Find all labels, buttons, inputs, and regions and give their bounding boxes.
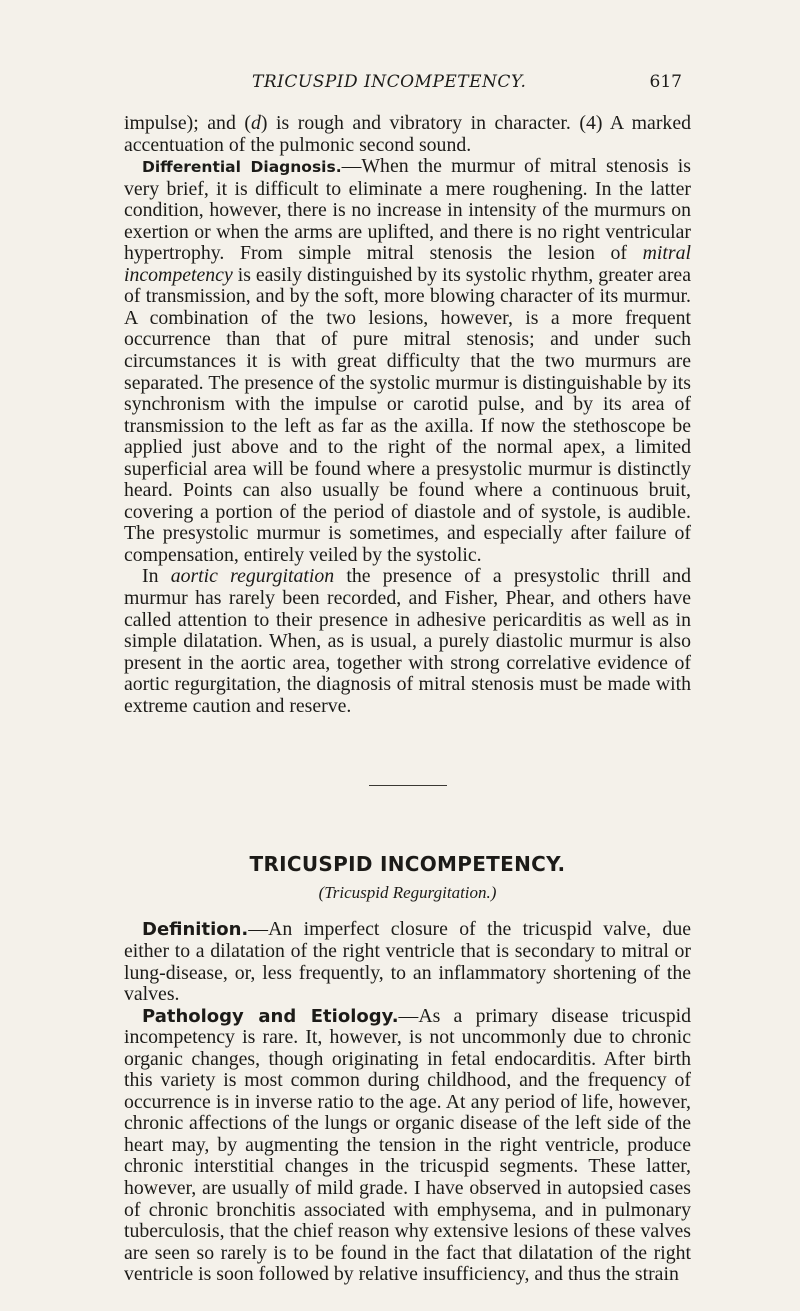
run-in-heading: Definition.: [142, 919, 249, 941]
page-number: 617: [649, 72, 682, 92]
paragraph-continuation: impulse); and (d) is rough and vibratory in character. (4) A marked accentuation of the pulmonic second sound.: [124, 112, 691, 156]
running-head: [0, 72, 800, 98]
paragraph-definition: Definition.—An imperfect closure of the tricuspid valve, due either to a dilatation of the right ventricle that is secondary to mitral or lung-disease, or, less frequently, to an inflammatory shortening of the valves.: [124, 918, 691, 1006]
run-in-heading: Pathology and Etiology.: [142, 1005, 399, 1027]
section-subtitle: (Tricuspid Regurgitation.): [318, 882, 497, 902]
paragraph-differential-diagnosis: Differential Diagnosis.—When the murmur of mitral stenosis is very brief, it is difficult to eliminate a mere roughening. In the latter condition, however, there is no increase in intensity of the murmurs on exertion or when the arms are uplifted, and there is no right ventricular hypertrophy. From simple mitral stenosis the lesion of mitral incompetency is easily distinguished by its systolic rhythm, greater area of transmission, and by the soft, more blowing character of its murmur. A combination of the two lesions, however, is a more frequent occurrence than that of pure mitral stenosis; and under such circumstances it is with great difficulty that the two murmurs are separated. The presence of the systolic murmur is distinguishable by its synchronism with the impulse or carotid pulse, and by its area of transmission to the left as far as the axilla. If now the stethoscope be applied just above and to the right of the normal apex, a limited superficial area will be found where a presystolic murmur is distinctly heard. Points can also usually be found where a continuous bruit, covering a portion of the period of diastole and of systole, is audible. The presystolic murmur is sometimes, and especially after failure of compensation, entirely veiled by the systolic.: [124, 155, 691, 566]
paragraph-aortic-regurgitation: In aortic regurgitation the presence of a presystolic thrill and murmur has rarely been recorded, and Fisher, Phear, and others have called attention to their presence in adhesive pericarditis as well as in simple dilatation. When, as is usual, a purely diastolic murmur is also present in the aortic area, together with strong correlative evidence of aortic regurgitation, the diagnosis of mitral stenosis must be made with extreme caution and reserve.: [124, 565, 691, 717]
paragraph-pathology-etiology: Pathology and Etiology.—As a primary disease tricuspid incompetency is rare. It, however, is not uncommonly due to chronic organic changes, though originating in fetal endocarditis. After birth this variety is most common during childhood, and the frequency of occurrence is in inverse ratio to the age. At any period of life, however, chronic affections of the lungs or organic disease of the left side of the heart may, by augmenting the tension in the right ventricle, produce chronic interstitial changes in the tricuspid segments. These latter, however, are usually of mild grade. I have observed in autopsied cases of chronic bronchitis associated with emphysema, and in pulmonary tuberculosis, that the chief reason why extensive lesions of these valves are seen so rarely is to be found in the fact that dilatation of the right ventricle is soon followed by relative insufficiency, and thus the strain: [124, 1004, 692, 1286]
running-title: TRICUSPID INCOMPETENCY.: [252, 72, 527, 92]
body-text: [124, 113, 691, 1286]
run-in-heading: Differential Diagnosis.: [142, 158, 342, 177]
section-title: TRICUSPID INCOMPETENCY.: [249, 852, 566, 877]
section-divider: [369, 785, 447, 786]
